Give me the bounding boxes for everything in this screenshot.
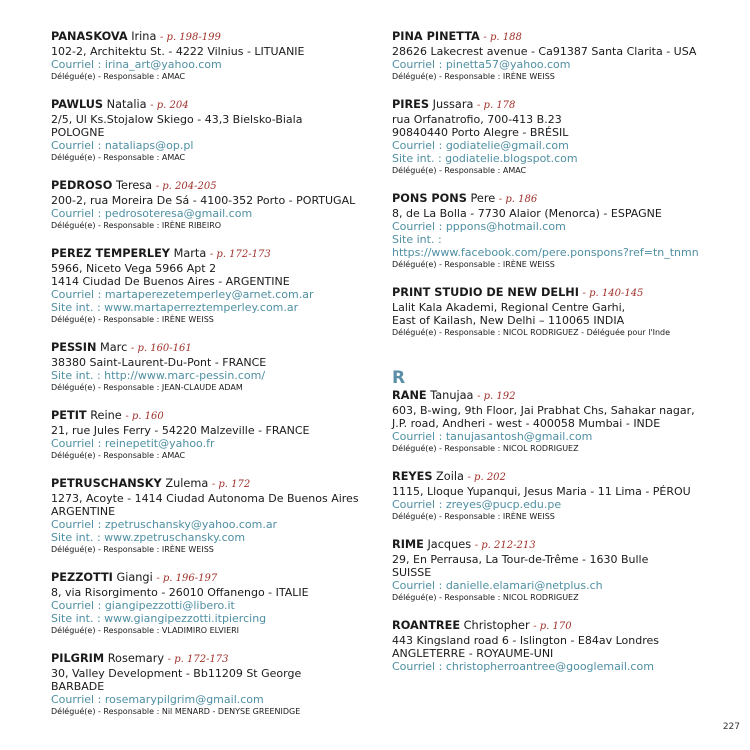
directory-entry	[51, 409, 376, 462]
contact-label: Courriel	[51, 518, 95, 531]
entry-responsible: Délégué(e) - Responsable : IRÈNE RIBEIRO	[51, 221, 222, 230]
contact-value[interactable]: tanujasantosh@gmail.com	[445, 430, 593, 443]
entry-contact-line: Site int. : www.giangipezzotti.itpiercing	[51, 612, 267, 625]
contact-label: Courriel	[51, 207, 95, 220]
contact-value[interactable]: www.martaperreztemperley.com.ar	[104, 301, 299, 314]
entry-contact-line: Courriel : tanujasantosh@gmail.com	[392, 430, 593, 443]
entry-contact-line: Site int. : www.martaperreztemperley.com.ar	[51, 301, 299, 314]
entry-address-line: 102-2, Architektu St. - 4222 Vilnius - LITUANIE	[51, 45, 305, 58]
directory-entry	[51, 179, 376, 232]
entry-surname: PILGRIM	[51, 652, 105, 665]
entry-pages: - p. 196-197	[156, 573, 218, 584]
contact-label: Site int.	[392, 152, 435, 165]
entry-firstname: Marc	[100, 341, 128, 354]
contact-label: Courriel	[392, 660, 436, 673]
entry-pages: - p. 212-213	[474, 540, 536, 551]
entry-firstname: Giangi	[116, 571, 153, 584]
contact-label: Courriel	[392, 58, 436, 71]
entry-responsible: Délégué(e) - Responsable : AMAC	[51, 153, 186, 162]
entry-firstname: Rosemary	[107, 652, 165, 665]
entry-responsible: Délégué(e) - Responsable : IRÈNE WEISS	[392, 512, 555, 521]
entry-surname: PRINT STUDIO DE NEW DELHI	[392, 286, 579, 299]
directory-entry	[392, 470, 742, 523]
entry-address-line: 603, B-wing, 9th Floor, Jai Prabhat Chs, Sahakar nagar,	[392, 404, 695, 417]
entry-pages: - p. 204	[150, 100, 189, 111]
entry-name-line	[392, 30, 742, 45]
contact-value[interactable]: zpetruschansky@yahoo.com.ar	[104, 518, 278, 531]
contact-label: Courriel	[51, 693, 95, 706]
entry-pages: - p. 170	[533, 621, 572, 632]
entry-pages: - p. 172	[211, 479, 251, 490]
contact-label: Courriel	[51, 139, 95, 152]
entry-contact-line: Courriel : godiatelie@gmail.com	[392, 139, 569, 152]
entry-surname: PINA PINETTA	[392, 30, 480, 43]
entry-firstname: Tanujaa	[430, 389, 474, 402]
entry-surname: RANE	[392, 389, 427, 402]
entry-address-line: 2/5, Ul Ks.Stojalow Skiego - 43,3 Bielsko-Biala	[51, 113, 303, 126]
contact-value[interactable]: pedrosoteresa@gmail.com	[104, 207, 253, 220]
entry-name-line	[51, 571, 376, 586]
entry-name-line	[51, 247, 376, 262]
entry-firstname: Reine	[90, 409, 122, 422]
entry-firstname: Zulema	[165, 477, 209, 490]
contact-label: Site int.	[51, 369, 94, 382]
entry-responsible: Délégué(e) - Responsable : NICOL RODRIGUEZ	[392, 444, 579, 453]
entry-address-line: 5966, Niceto Vega 5966 Apt 2	[51, 262, 217, 275]
entry-pages: - p. 178	[477, 100, 516, 111]
entry-address-line: ARGENTINE	[51, 505, 116, 518]
entry-address-line: 443 Kingsland road 6 - Islington - E84av Londres	[392, 634, 659, 647]
entries-p-continued	[392, 30, 742, 339]
entry-contact-line: Site int. : http://www.marc-pessin.com/	[51, 369, 266, 382]
entry-name-line	[392, 192, 742, 207]
entry-responsible: Délégué(e) - Responsable : AMAC	[51, 72, 186, 81]
contact-label: Courriel	[392, 579, 436, 592]
contact-value[interactable]: www.giangipezzotti.itpiercing	[104, 612, 267, 625]
entry-responsible: Délégué(e) - Responsable : NICOL RODRIGUEZ - Déléguée pour l'Inde	[392, 328, 671, 337]
entry-contact-line: Courriel : zpetruschansky@yahoo.com.ar	[51, 518, 278, 531]
entry-address-line: 1273, Acoyte - 1414 Ciudad Autonoma De Buenos Aires	[51, 492, 359, 505]
directory-entry	[392, 538, 742, 604]
directory-entry	[392, 286, 742, 339]
entry-responsible: Délégué(e) - Responsable : IRÈNE WEISS	[392, 72, 555, 81]
directory-entry	[392, 192, 742, 271]
contact-label: Courriel	[392, 220, 436, 233]
section-letter: R	[392, 368, 406, 388]
contact-label: Courriel	[392, 430, 436, 443]
entry-name-line	[51, 179, 376, 194]
contact-value[interactable]: www.zpetruschansky.com	[104, 531, 246, 544]
entries-r	[392, 389, 742, 673]
directory-entry	[51, 98, 376, 164]
contact-value[interactable]: rosemarypilgrim@gmail.com	[104, 693, 264, 706]
entry-address-line: 1414 Ciudad De Buenos Aires - ARGENTINE	[51, 275, 290, 288]
entry-responsible: Délégué(e) - Responsable : Nil MENARD - DENYSE GREENIDGE	[51, 707, 301, 716]
entry-address-line: 8, via Risorgimento - 26010 Offanengo - ITALIE	[51, 586, 309, 599]
contact-label: Site int.	[392, 233, 435, 246]
entry-contact-line: Courriel : irina_art@yahoo.com	[51, 58, 222, 71]
entry-address-line: POLOGNE	[51, 126, 105, 139]
entry-contact-line: Courriel : pinetta57@yahoo.com	[392, 58, 571, 71]
entry-pages: - p. 198-199	[159, 32, 221, 43]
entry-contact-line: Courriel : pppons@hotmail.com	[392, 220, 566, 233]
contact-label: Site int.	[51, 531, 94, 544]
directory-entry	[392, 30, 742, 83]
entry-name-line	[51, 409, 376, 424]
entry-firstname: Christopher	[463, 619, 530, 632]
contact-value[interactable]: zreyes@pucp.edu.pe	[445, 498, 562, 511]
entry-contact-line: Courriel : nataliaps@op.pl	[51, 139, 194, 152]
entry-address-line: Lalit Kala Akademi, Regional Centre Garhi,	[392, 301, 626, 314]
directory-entry	[392, 619, 742, 673]
contact-label: Courriel	[51, 58, 95, 71]
entry-address-line: 1115, Lloque Yupanqui, Jesus Maria - 11 Lima - PÉROU	[392, 485, 691, 498]
directory-entry	[51, 652, 376, 718]
contact-value[interactable]: martaperezetemperley@arnet.com.ar	[104, 288, 314, 301]
directory-entry	[392, 389, 742, 455]
entry-surname: REYES	[392, 470, 433, 483]
entry-pages: - p. 160-161	[130, 343, 192, 354]
entry-address-line: East of Kailash, New Delhi – 110065 INDIA	[392, 314, 625, 327]
entry-pages: - p. 204-205	[155, 181, 217, 192]
contact-label: Courriel	[51, 288, 95, 301]
entry-contact-line: Site int. :	[392, 233, 442, 246]
directory-entry	[51, 477, 376, 556]
entry-responsible: Délégué(e) - Responsable : IRÈNE WEISS	[51, 315, 214, 324]
contact-value[interactable]: pppons@hotmail.com	[445, 220, 566, 233]
entry-name-line	[51, 98, 376, 113]
entry-surname: RIME	[392, 538, 424, 551]
entry-address-line: 30, Valley Development - Bb11209 St George	[51, 667, 302, 680]
entry-address-line: 29, En Perrausa, La Tour-de-Trême - 1630 Bulle	[392, 553, 649, 566]
entry-pages: - p. 172-173	[167, 654, 229, 665]
entry-surname: PETIT	[51, 409, 87, 422]
entry-firstname: Irina	[131, 30, 157, 43]
entry-address-line: 90840440 Porto Alegre - BRÉSIL	[392, 126, 569, 139]
entry-surname: PEDROSO	[51, 179, 113, 192]
entry-firstname: Marta	[173, 247, 207, 260]
entry-surname: PESSIN	[51, 341, 97, 354]
entry-surname: PETRUSCHANSKY	[51, 477, 162, 490]
entry-address-line: rua Orfanatrofio, 700-413 B.23	[392, 113, 562, 126]
entry-address-line: 28626 Lakecrest avenue - Ca91387 Santa Clarita - USA	[392, 45, 697, 58]
contact-label: Courriel	[392, 139, 436, 152]
entry-firstname: Natalia	[106, 98, 147, 111]
entry-responsible: Délégué(e) - Responsable : VLADIMIRO ELVIERI	[51, 626, 240, 635]
entry-name-line	[392, 619, 742, 634]
entry-name-line	[392, 538, 742, 553]
entry-pages: - p. 172-173	[209, 249, 271, 260]
entry-address-line: 38380 Saint-Laurent-Du-Pont - FRANCE	[51, 356, 267, 369]
entry-firstname: Jussara	[432, 98, 474, 111]
entry-responsible: Délégué(e) - Responsable : AMAC	[51, 451, 186, 460]
entry-name-line	[51, 652, 376, 667]
contact-label: Courriel	[51, 437, 95, 450]
entry-contact-line: Courriel : pedrosoteresa@gmail.com	[51, 207, 253, 220]
entry-surname: PONS PONS	[392, 192, 467, 205]
entry-address-line: ANGLETERRE - ROYAUME-UNI	[392, 647, 554, 660]
entry-surname: PEZZOTTI	[51, 571, 113, 584]
entry-pages: - p. 186	[498, 194, 538, 205]
entry-address-line: BARBADE	[51, 680, 105, 693]
entry-contact-line: Courriel : christopherroantree@googlemail.com	[392, 660, 654, 673]
page-number: 227	[722, 722, 740, 732]
entry-address-line: J.P. road, Andheri - west - 400058 Mumbai - INDE	[392, 417, 661, 430]
entry-address-line: 8, de La Bolla - 7730 Alaior (Menorca) - ESPAGNE	[392, 207, 662, 220]
contact-label: Site int.	[51, 301, 94, 314]
entry-name-line	[51, 30, 376, 45]
right-column	[392, 30, 742, 688]
entry-name-line	[392, 389, 742, 404]
contact-value[interactable]: pinetta57@yahoo.com	[445, 58, 571, 71]
entry-contact-line: Courriel : reinepetit@yahoo.fr	[51, 437, 215, 450]
contact-value[interactable]: irina_art@yahoo.com	[104, 58, 222, 71]
entry-pages: - p. 202	[467, 472, 506, 483]
website-link[interactable]: https://www.facebook.com/pere.ponspons?ref=tn_tnmn	[392, 246, 699, 259]
entry-responsible: Délégué(e) - Responsable : IRÈNE WEISS	[51, 545, 214, 554]
entry-pages: - p. 192	[477, 391, 516, 402]
directory-entry	[51, 247, 376, 326]
entry-contact-line: Site int. : www.zpetruschansky.com	[51, 531, 246, 544]
entry-address-line: 21, rue Jules Ferry - 54220 Malzeville - FRANCE	[51, 424, 310, 437]
entry-contact-line: Courriel : rosemarypilgrim@gmail.com	[51, 693, 264, 706]
entry-surname: PEREZ TEMPERLEY	[51, 247, 170, 260]
entry-contact-line: Courriel : zreyes@pucp.edu.pe	[392, 498, 562, 511]
entry-responsible: Délégué(e) - Responsable : JEAN-CLAUDE ADAM	[51, 383, 243, 392]
entry-pages: - p. 188	[483, 32, 522, 43]
entry-name-line	[392, 286, 742, 301]
contact-label: Courriel	[51, 599, 95, 612]
contact-value[interactable]: giangipezzotti@libero.it	[104, 599, 235, 612]
entry-address-line: 200-2, rua Moreira De Sá - 4100-352 Porto - PORTUGAL	[51, 194, 356, 207]
entry-surname: ROANTREE	[392, 619, 461, 632]
directory-entry	[392, 98, 742, 177]
entry-responsible: Délégué(e) - Responsable : IRÈNE WEISS	[392, 260, 555, 269]
entry-contact-line: Courriel : danielle.elamari@netplus.ch	[392, 579, 603, 592]
entry-name-line	[51, 477, 376, 492]
contact-value[interactable]: godiatelie.blogspot.com	[445, 152, 578, 165]
entry-pages: - p. 160	[125, 411, 164, 422]
entry-firstname: Jacques	[427, 538, 472, 551]
directory-entry	[51, 341, 376, 394]
contact-value[interactable]: nataliaps@op.pl	[104, 139, 194, 152]
entry-responsible: Délégué(e) - Responsable : AMAC	[392, 166, 527, 175]
contact-value[interactable]: danielle.elamari@netplus.ch	[445, 579, 603, 592]
contact-value[interactable]: http://www.marc-pessin.com/	[104, 369, 266, 382]
entry-surname: PIRES	[392, 98, 430, 111]
directory-entry	[51, 30, 376, 83]
entry-name-line	[51, 341, 376, 356]
entry-contact-line: Site int. : godiatelie.blogspot.com	[392, 152, 578, 165]
left-column	[51, 30, 376, 733]
directory-entry	[51, 571, 376, 637]
entry-surname: PAWLUS	[51, 98, 104, 111]
entry-name-line	[392, 98, 742, 113]
contact-label: Site int.	[51, 612, 94, 625]
entry-firstname: Teresa	[116, 179, 153, 192]
entry-firstname: Zoila	[436, 470, 464, 483]
contact-value[interactable]: reinepetit@yahoo.fr	[104, 437, 215, 450]
entry-contact-line: Courriel : giangipezzotti@libero.it	[51, 599, 235, 612]
entry-name-line	[392, 470, 742, 485]
entry-surname: PANASKOVA	[51, 30, 128, 43]
entry-firstname: Pere	[470, 192, 496, 205]
entry-pages: - p. 140-145	[582, 288, 644, 299]
contact-value[interactable]: godiatelie@gmail.com	[445, 139, 569, 152]
contact-label: Courriel	[392, 498, 436, 511]
contact-value[interactable]: christopherroantree@googlemail.com	[445, 660, 654, 673]
entry-address-line: SUISSE	[392, 566, 432, 579]
entry-contact-line: Courriel : martaperezetemperley@arnet.com.ar	[51, 288, 314, 301]
entry-responsible: Délégué(e) - Responsable : NICOL RODRIGUEZ	[392, 593, 579, 602]
